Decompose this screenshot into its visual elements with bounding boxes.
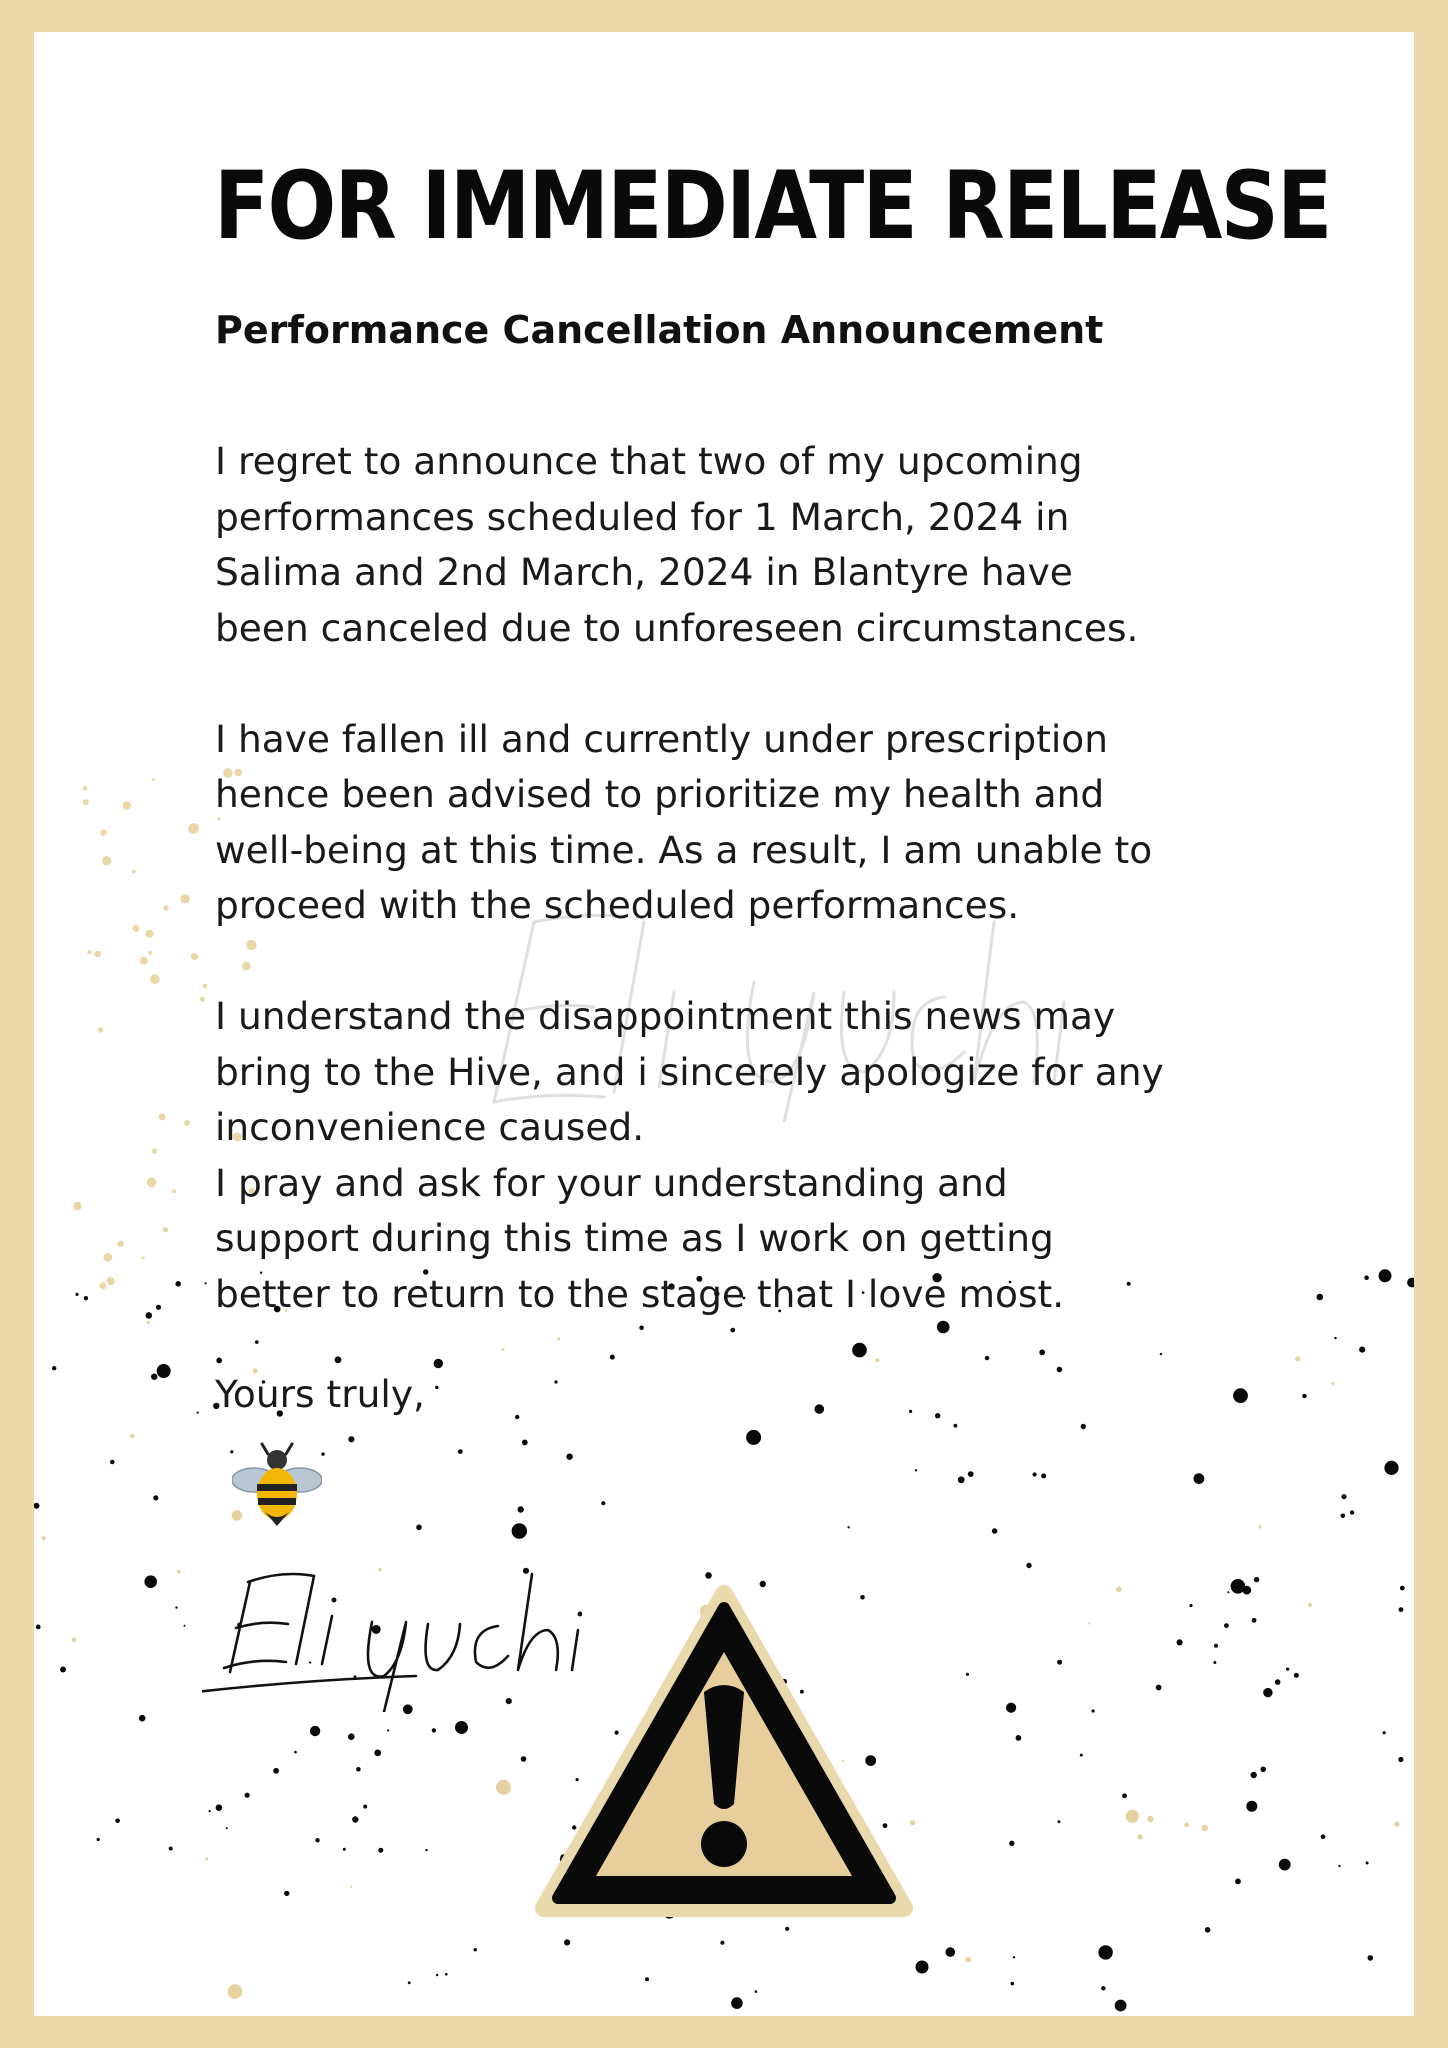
body-line: I have fallen ill and currently under prescription xyxy=(215,716,1108,761)
body-line: I understand the disappointment this news may xyxy=(215,994,1116,1038)
body-line: Salima and 2nd March, 2024 in Blantyre have xyxy=(215,550,1073,594)
body-line: hence been advised to prioritize my health and xyxy=(215,772,1105,816)
body-line: better to return to the stage that I love most. xyxy=(215,1271,1065,1316)
body-line: I pray and ask for your understanding and xyxy=(215,1160,1008,1205)
body-line: I regret to announce that two of my upcoming xyxy=(215,439,1083,483)
body-line: bring to the Hive, and i sincerely apologize for any xyxy=(215,1049,1164,1094)
body-line: been canceled due to unforeseen circumstances. xyxy=(215,605,1139,650)
bee-icon xyxy=(232,1440,322,1530)
body-line: proceed with the scheduled performances. xyxy=(215,883,1020,927)
body-line: support during this time as I work on getting xyxy=(215,1216,1054,1260)
body-line: well-being at this time. As a result, I am unable to xyxy=(215,827,1153,872)
press-release-page xyxy=(34,32,1414,2016)
closing-salutation: Yours truly, xyxy=(215,1372,425,1416)
page-subtitle: Performance Cancellation Announcement xyxy=(215,308,1104,352)
page-title: FOR IMMEDIATE RELEASE xyxy=(214,152,1331,261)
letter-body xyxy=(215,434,1275,1322)
warning-triangle-icon xyxy=(534,1582,914,1922)
body-line: inconvenience caused. xyxy=(215,1105,645,1149)
body-line: performances scheduled for 1 March, 2024 in xyxy=(215,494,1070,539)
handwritten-signature xyxy=(202,1552,582,1712)
